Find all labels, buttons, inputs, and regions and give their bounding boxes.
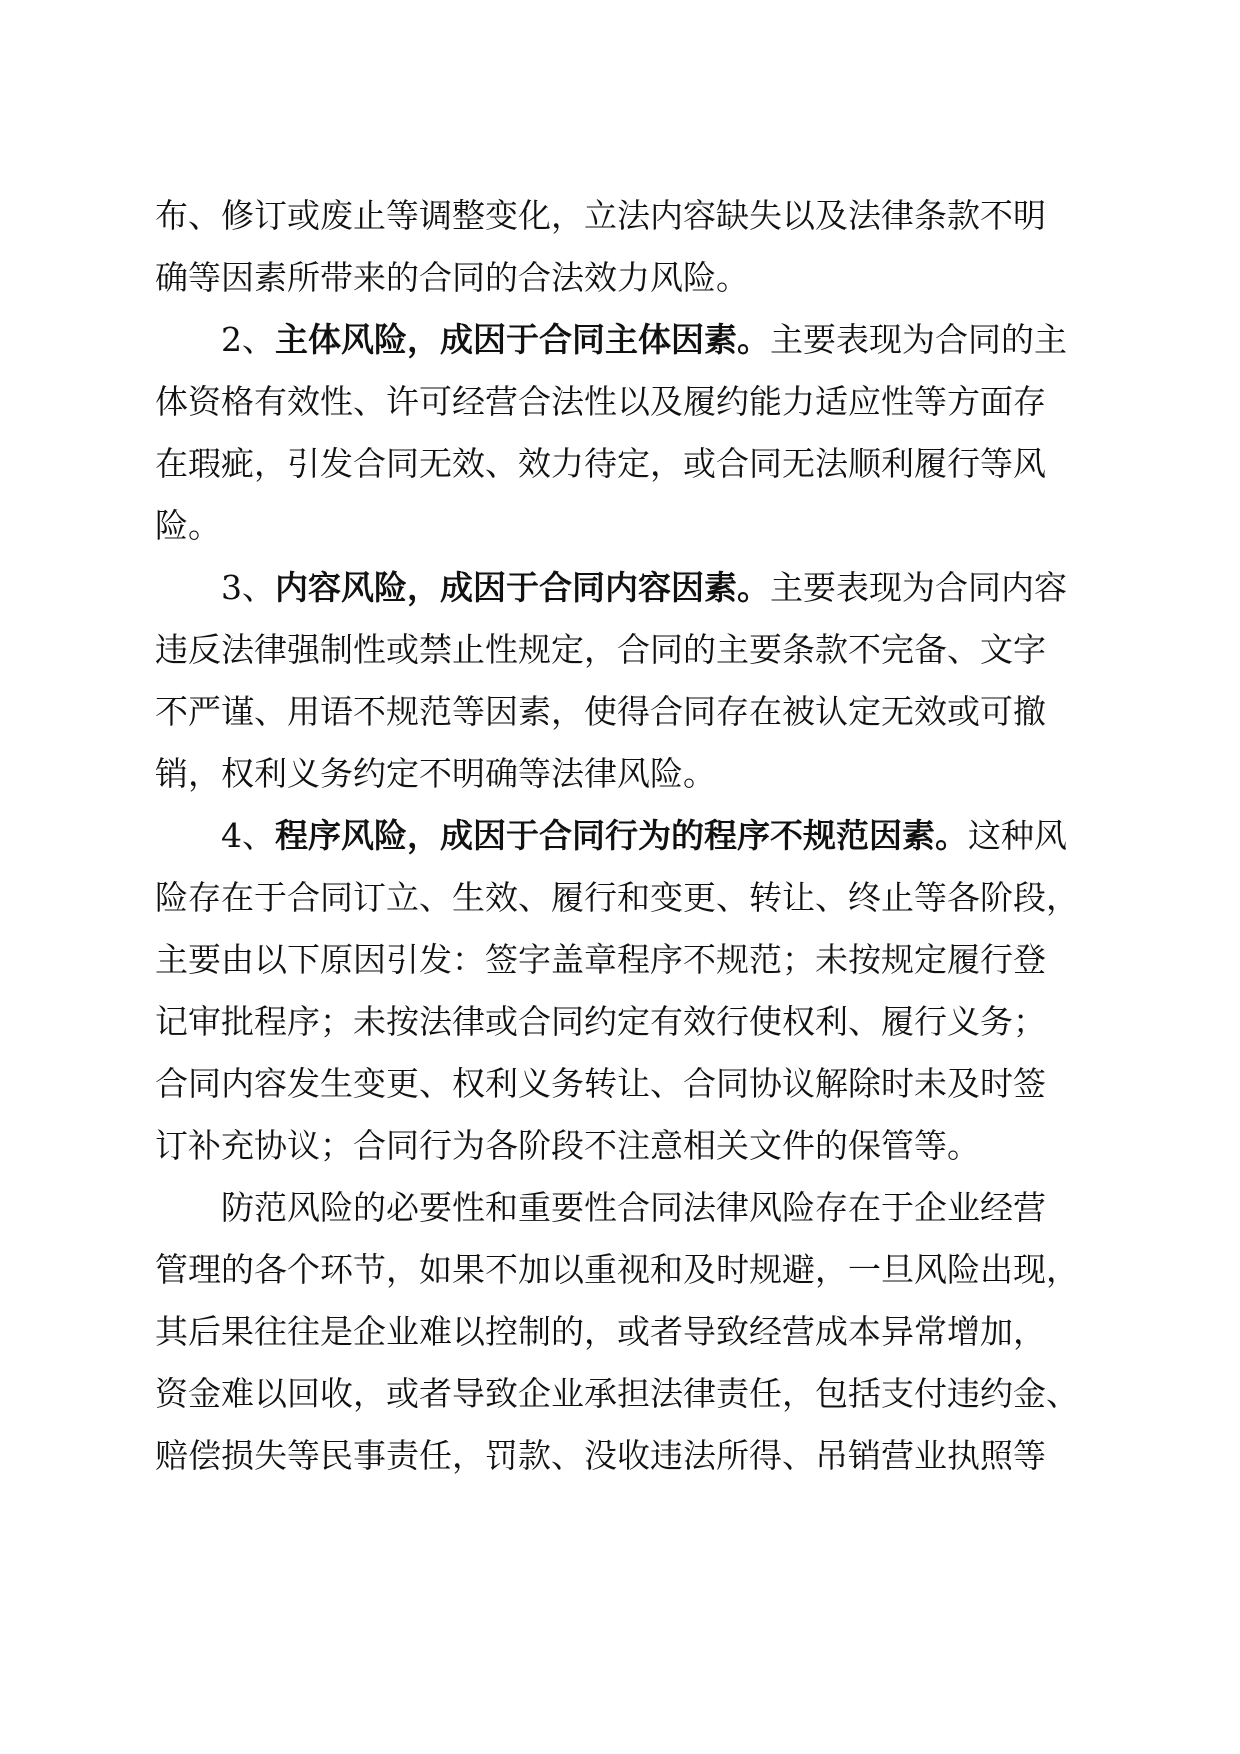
- text-line: 体资格有效性、许可经营合法性以及履约能力适应性等方面存: [155, 382, 1046, 421]
- text-line: 确等因素所带来的合同的合法效力风险。: [155, 258, 749, 297]
- text-line: 险。: [155, 506, 221, 545]
- text-run: 主要表现为合同内容: [770, 568, 1067, 607]
- paragraph-procedure-risk: [155, 805, 1085, 1177]
- text-line: 不严谨、用语不规范等因素，使得合同存在被认定无效或可撤: [155, 692, 1046, 731]
- paragraph-legal-validity-continued: [155, 185, 1085, 309]
- text-line: 资金难以回收，或者导致企业承担法律责任，包括支付违约金、: [155, 1374, 1079, 1413]
- text-line: 管理的各个环节，如果不加以重视和及时规避，一旦风险出现，: [155, 1250, 1079, 1289]
- text-line: 其后果往往是企业难以控制的，或者导致经营成本异常增加，: [155, 1312, 1046, 1351]
- text-line: 销，权利义务约定不明确等法律风险。: [155, 754, 716, 793]
- item-number: 3、: [221, 568, 275, 607]
- paragraph-first-line: [155, 557, 1085, 619]
- paragraph-risk-prevention: [155, 1177, 1085, 1487]
- text-line: 合同内容发生变更、权利义务转让、合同协议解除时未及时签: [155, 1064, 1046, 1103]
- item-number: 2、: [221, 320, 275, 359]
- paragraph-first-line: 防范风险的必要性和重要性合同法律风险存在于企业经营: [221, 1188, 1046, 1227]
- item-heading: 内容风险，成因于合同内容因素。: [275, 568, 770, 607]
- paragraph-subject-risk: [155, 309, 1085, 557]
- item-heading: 主体风险，成因于合同主体因素。: [275, 320, 770, 359]
- text-line: 在瑕疵，引发合同无效、效力待定，或合同无法顺利履行等风: [155, 444, 1046, 483]
- paragraph-content-risk: [155, 557, 1085, 805]
- document-page: [155, 185, 1085, 1487]
- text-run: 这种风: [968, 816, 1067, 855]
- text-line: 订补充协议；合同行为各阶段不注意相关文件的保管等。: [155, 1126, 980, 1165]
- text-run: 主要表现为合同的主: [770, 320, 1067, 359]
- text-line: 记审批程序；未按法律或合同约定有效行使权利、履行义务；: [155, 1002, 1046, 1041]
- paragraph-first-line: [155, 309, 1085, 371]
- text-line: 主要由以下原因引发：签字盖章程序不规范；未按规定履行登: [155, 940, 1046, 979]
- text-line: 违反法律强制性或禁止性规定，合同的主要条款不完备、文字: [155, 630, 1046, 669]
- text-line: 布、修订或废止等调整变化，立法内容缺失以及法律条款不明: [155, 196, 1046, 235]
- text-line: 赔偿损失等民事责任，罚款、没收违法所得、吊销营业执照等: [155, 1436, 1046, 1475]
- item-number: 4、: [221, 816, 275, 855]
- text-line: 险存在于合同订立、生效、履行和变更、转让、终止等各阶段，: [155, 878, 1079, 917]
- paragraph-first-line: [155, 805, 1085, 867]
- item-heading: 程序风险，成因于合同行为的程序不规范因素。: [275, 816, 968, 855]
